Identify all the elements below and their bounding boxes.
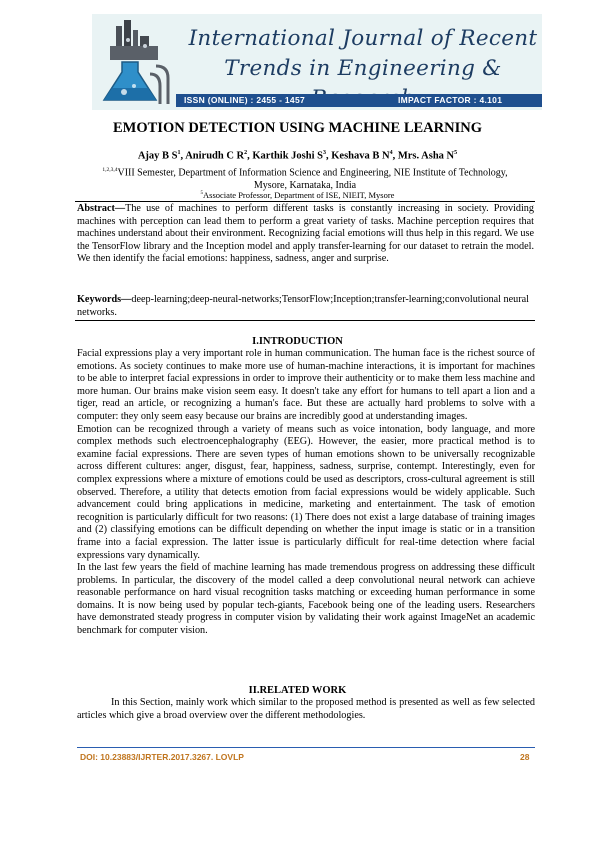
abstract-label: Abstract [77,203,115,214]
keywords-label: Keywords [77,294,122,305]
page-number: 28 [520,752,530,762]
author-sup: 1 [177,150,181,156]
author-name: Anirudh C R [185,150,245,162]
paragraph: In the last few years the field of machine learning has made tremendous progress on addressing these difficult problems. In particular, the discovery of the model called a deep convolutional neural network can achieve reasonable performance on hard visual recognition tasks matching or exceeding human performance in some domains. It is now being used by popular tech-giants, Facebook being one of the leading users. Researchers have demonstrated steady progress in computer vision by validating their work against ImageNet an academic benchmark for computer vision. [77,562,535,637]
author-sup: 3 [323,150,326,156]
affiliation2-sup: 5 [200,191,204,197]
author-name: Karthik Joshi S [252,150,323,162]
author-sup: 2 [244,150,248,156]
divider [75,320,535,321]
related-work-body [77,697,535,722]
affiliation2-text: Associate Professor, Department of ISE, NIEIT, Mysore [203,190,395,200]
introduction-body [77,348,535,638]
affiliation-sup: 1,2,3,4 [102,167,118,173]
affiliation [95,164,515,192]
author-name: Mrs. Asha N [397,150,455,162]
author-sup: 4 [389,150,393,156]
section-heading-related-work: II.RELATED WORK [248,685,347,696]
abstract-text: The use of machines to perform different tasks is constantly increasing in society. Providing machines with perception can lead them to perform a great variety of tasks. Machine perception requires that machines understand about their environment. Recognizing facial emotions will thus help in this regard. We use the TensorFlow library and the Inception model and apply transfer-learning for our dataset to retrain the model. We then identify the facial emotions: happiness, sadness, anger and surprise. [77,203,534,265]
impact-factor-label: IMPACT FACTOR : 4.101 [398,95,503,105]
affiliation-text: VIII Semester, Department of Information Science and Engineering, NIE Institute of Technology, Mysore, Karnataka, India [117,167,508,191]
paragraph: In this Section, mainly work which similar to the proposed method is presented as well as few selected articles which give a broad overview over the different methodologies. [77,697,535,721]
lab-flask-factory-logo [102,16,178,108]
divider [75,201,535,202]
author-list: Ajay B $S^1$, Anirudh C $R^2$, Karthik Joshi $S^3$, Keshava B $N^4$, Mrs. Asha $N^5$ [137,150,458,162]
paragraph: Emotion can be recognized through a variety of means such as voice intonation, body language, and more complex methods such electroencephalography (EEG). However, the easier, more practical method is to examine facial expressions. There are seven types of human emotions shown to be universally recognizable across different cultures: anger, disgust, fear, happiness, sadness, surprise, contempt. Interestingly, even for complex expressions where a mixture of emotions could be used as descriptors, cross-cultural agreement is still observed. Therefore, a utility that detects emotion from facial expressions would be widely applicable. Such advancement could bring applications in medicine, marketing and entertainment. The task of emotion recognition is particularly difficult for two reasons: (1) There does not exist a large database of training images and (2) classifying emotions can be difficult depending on whether the input image is static or in a transition frame into a facial expression. The latter issue is particularly difficult for real-time detection where facial expressions vary dynamically. [77,423,535,561]
keywords: Keywords—deep-learning;deep-neural-networks;TensorFlow;Inception;transfer-learning;convolutional neural networks. [77,294,530,318]
footer-divider [77,747,535,748]
paragraph: Facial expressions play a very important role in human communication. The human face is the richest source of emotions. As society continues to make more use of human-machine interactions, it is important for machines to be able to interpret facial expressions in order to improve their authenticity or to make them less machine and more human. Our brains make vision seem easy. It doesn't take any effort for humans to tell apart a lion and a tiger, read an article, or recognizing a human's face. But these are actually hard problems to solve with a computer: they only seem easy because our brains are incredibly good at understanding images. [77,348,535,422]
journal-title: International Journal of Recent Trends in Engineering & [188,26,538,81]
keywords-text: deep-learning;deep-neural-networks;TensorFlow;Inception;transfer-learning;convolutional neural networks. [77,294,530,318]
abstract: Abstract—The use of machines to perform different tasks is constantly increasing in society. Providing machines with perception can lead them to perform a great variety of tasks. Machine perception requires that machines understand about their environment. Recognizing facial emotions will thus help in this regard. We use the TensorFlow library and the Inception model and apply transfer-learning for our dataset to retrain the model. We then identify the facial emotions: happiness, sadness, anger and surprise. [77,203,534,265]
paper-title: EMOTION DETECTION USING MACHINE LEARNING [113,120,482,136]
doi-link[interactable]: DOI: 10.23883/IJRTER.2017.3267. LOVLP [80,752,244,762]
author-sup: 5 [454,150,458,156]
issn-label: ISSN (ONLINE) : 2455 - 1457 [184,95,305,105]
affiliation-2 [0,190,595,200]
author-name: Keshava B N [331,150,390,162]
author-name: Ajay B S [137,150,178,162]
section-heading-introduction: I.INTRODUCTION [252,336,343,347]
